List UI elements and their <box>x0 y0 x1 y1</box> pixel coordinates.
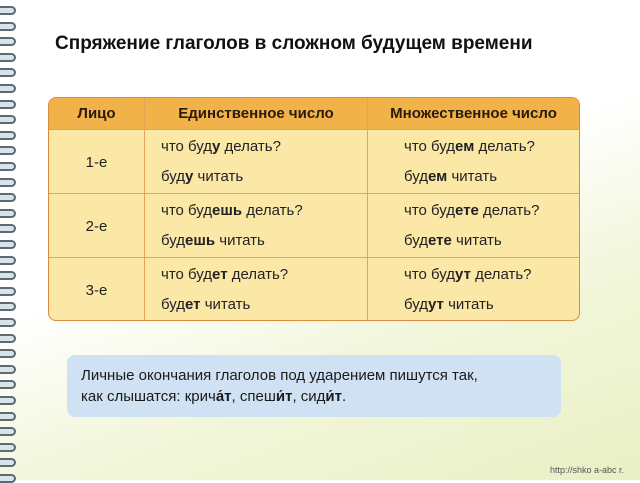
spiral-ring <box>0 53 16 62</box>
spiral-ring <box>0 458 16 467</box>
spiral-ring <box>0 22 16 31</box>
spiral-ring <box>0 380 16 389</box>
spiral-ring <box>0 271 16 280</box>
plural-question: что будут делать? <box>404 266 532 283</box>
plural-cell <box>368 258 579 321</box>
singular-cell <box>145 258 368 321</box>
spiral-ring <box>0 302 16 311</box>
rule-note <box>67 355 561 417</box>
spiral-ring <box>0 224 16 233</box>
notebook-spiral <box>0 0 18 480</box>
spiral-ring <box>0 412 16 421</box>
table-header-row <box>49 98 579 129</box>
header-plural: Множественное число <box>390 105 557 122</box>
spiral-ring <box>0 240 16 249</box>
table-row <box>49 193 579 258</box>
spiral-ring <box>0 334 16 343</box>
spiral-ring <box>0 287 16 296</box>
plural-cell <box>368 130 579 194</box>
header-singular: Единственное число <box>145 98 368 129</box>
plural-form: будут читать <box>404 296 494 313</box>
spiral-ring <box>0 100 16 109</box>
singular-cell <box>145 194 368 258</box>
spiral-ring <box>0 443 16 452</box>
spiral-ring <box>0 115 16 124</box>
spiral-ring <box>0 474 16 483</box>
spiral-ring <box>0 6 16 15</box>
singular-form: буду читать <box>161 168 244 185</box>
spiral-ring <box>0 349 16 358</box>
spiral-ring <box>0 365 16 374</box>
rule-note-line1: Личные окончания глаголов под ударением пишутся так, <box>81 367 478 384</box>
singular-cell <box>145 130 368 194</box>
source-url: http://shko a-abc r. <box>549 465 624 475</box>
plural-form: будем читать <box>404 168 498 185</box>
plural-form: будете читать <box>404 232 502 249</box>
spiral-ring <box>0 178 16 187</box>
person-cell: 3-е <box>49 258 145 321</box>
spiral-ring <box>0 162 16 171</box>
plural-question: что будете делать? <box>404 202 540 219</box>
person-cell: 1-е <box>49 130 145 194</box>
plural-question: что будем делать? <box>404 138 535 155</box>
singular-form: будет читать <box>161 296 251 313</box>
table-row <box>49 257 579 321</box>
spiral-ring <box>0 68 16 77</box>
spiral-ring <box>0 427 16 436</box>
spiral-ring <box>0 131 16 140</box>
spiral-ring <box>0 146 16 155</box>
spiral-ring <box>0 84 16 93</box>
page-title: Спряжение глаголов в сложном будущем времени <box>55 33 533 54</box>
singular-form: будешь читать <box>161 232 265 249</box>
singular-question: что будешь делать? <box>161 202 303 219</box>
header-person: Лицо <box>49 98 145 129</box>
spiral-ring <box>0 318 16 327</box>
spiral-ring <box>0 193 16 202</box>
spiral-ring <box>0 209 16 218</box>
singular-question: что буду делать? <box>161 138 281 155</box>
spiral-ring <box>0 396 16 405</box>
conjugation-table <box>48 97 580 321</box>
singular-question: что будет делать? <box>161 266 289 283</box>
spiral-ring <box>0 37 16 46</box>
table-row <box>49 129 579 194</box>
rule-note-line2: как слышатся: крича́т, спеши́т, сиди́т. <box>81 388 347 405</box>
spiral-ring <box>0 256 16 265</box>
person-cell: 2-е <box>49 194 145 258</box>
plural-cell <box>368 194 579 258</box>
